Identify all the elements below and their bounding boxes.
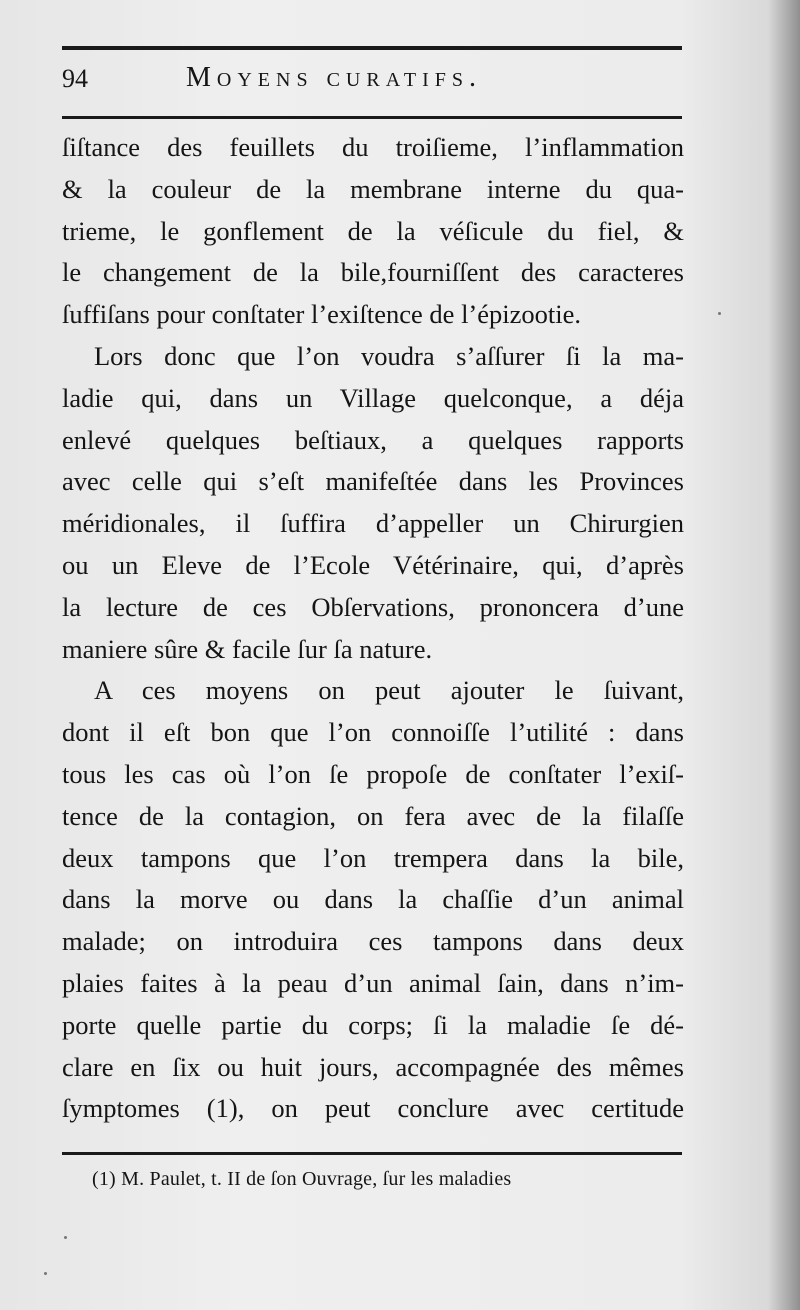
text-line: plaies faites à la peau d’un animal ſain, dans n’im- — [62, 967, 684, 998]
text-line: ſiſtance des feuillets du troiſieme, l’inflammation — [62, 132, 684, 162]
text-line: malade; on introduira ces tampons dans deux — [62, 926, 684, 957]
text-line: avec celle qui s’eſt manifeſtée dans les Provinces — [62, 466, 684, 497]
text-line: & la couleur de la membrane interne du qua- — [62, 173, 684, 204]
text-line: tence de la contagion, on fera avec de la filaſſe — [62, 800, 684, 831]
page-number: 94 — [62, 64, 88, 93]
body-text — [62, 127, 684, 1130]
text-line: ou un Eleve de l’Ecole Vétérinaire, qui, d’après — [62, 549, 684, 580]
text-line: deux tampons que l’on trempera dans la bile, — [62, 842, 684, 873]
text-line: enlevé quelques beſtiaux, a quelques rapports — [62, 424, 684, 455]
ink-speck — [718, 312, 721, 315]
text-line: ladie qui, dans un Village quelconque, a déja — [62, 382, 684, 413]
text-line: le changement de la bile,fourniſſent des caracteres — [62, 257, 684, 288]
text-line: porte quelle partie du corps; ſi la maladie ſe dé- — [62, 1009, 684, 1040]
paragraph-start-line: A ces moyens on peut ajouter le ſuivant, — [94, 675, 684, 706]
running-title: Moyens curatifs. — [186, 62, 483, 93]
text-line: dont il eſt bon que l’on connoiſſe l’utilité : dans — [62, 717, 684, 748]
text-line: trieme, le gonflement de la véſicule du fiel, & — [62, 215, 684, 246]
text-line: la lecture de ces Obſervations, prononcera d’une — [62, 591, 684, 622]
text-line: clare en ſix ou huit jours, accompagnée des mêmes — [62, 1051, 684, 1082]
header-top-rule — [62, 46, 682, 50]
text-line: méridionales, il ſuffira d’appeller un Chirurgien — [62, 508, 684, 539]
text-line: tous les cas où l’on ſe propoſe de conſtater l’exiſ- — [62, 758, 684, 789]
text-line: maniere sûre & facile ſur ſa nature. — [62, 633, 433, 664]
text-line: ſuffiſans pour conſtater l’exiſtence de l’épizootie. — [62, 299, 582, 330]
text-line: ſymptomes (1), on peut conclure avec certitude — [62, 1093, 684, 1124]
header-bottom-rule — [62, 116, 682, 119]
footnote: (1) M. Paulet, t. II de ſon Ouvrage, ſur les maladies — [92, 1168, 512, 1190]
ink-speck — [64, 1236, 67, 1239]
text-line: dans la morve ou dans la chaſſie d’un animal — [62, 884, 684, 915]
ink-speck — [44, 1272, 47, 1275]
paragraph-start-line: Lors donc que l’on voudra s’aſſurer ſi la ma- — [94, 340, 684, 371]
footnote-rule — [62, 1152, 682, 1155]
